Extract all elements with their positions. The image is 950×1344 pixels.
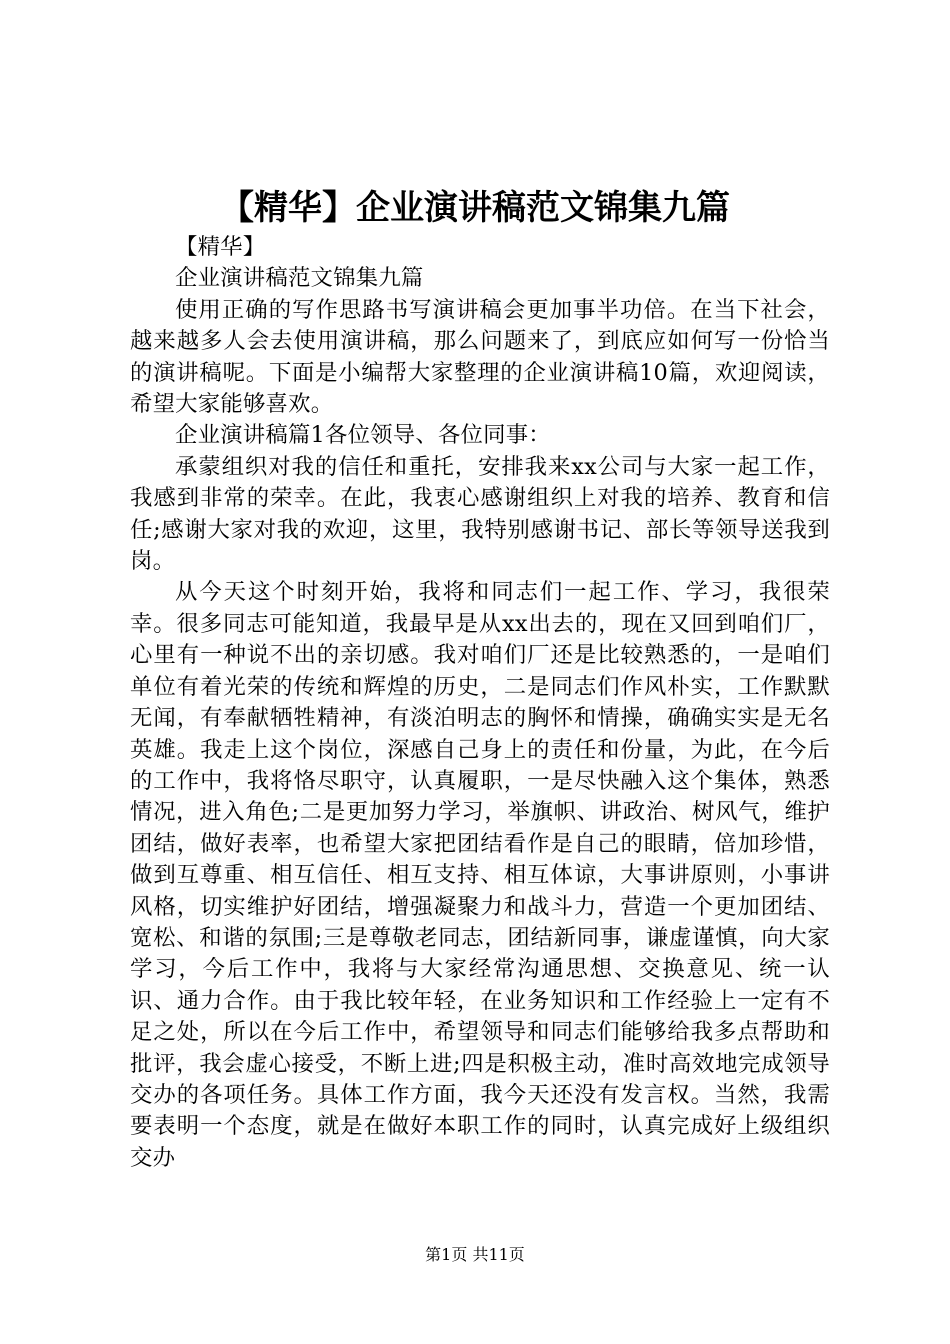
paragraph-speech-heading: 企业演讲稿篇1各位领导、各位同事：	[175, 422, 551, 449]
paragraph-tag: 【精华】	[175, 234, 266, 260]
page-number-footer: 第1页 共11页	[425, 1245, 525, 1264]
paragraph-intro: 使用正确的写作思路书写演讲稿会更加事半功倍。在当下社会，越来越多人会去使用演讲稿，那么问题来了，到底应如何写一份恰当的演讲稿呢。下面是小编帮大家整理的企业演讲稿10篇，欢迎阅读，希望大家能够喜欢。	[130, 296, 830, 418]
page-title: 【精华】企业演讲稿范文锦集九篇	[220, 188, 730, 228]
document-body	[130, 232, 830, 1174]
paragraph-body-1: 承蒙组织对我的信任和重托，安排我来xx公司与大家一起工作，我感到非常的荣幸。在此，我衷心感谢组织上对我的培养、教育和信任;感谢大家对我的欢迎，这里，我特别感谢书记、部长等领导送我到岗。	[130, 453, 830, 575]
paragraph-subtitle: 企业演讲稿范文锦集九篇	[175, 265, 424, 292]
paragraph-body-2: 从今天这个时刻开始，我将和同志们一起工作、学习，我很荣幸。很多同志可能知道，我最早是从xx出去的，现在又回到咱们厂，心里有一种说不出的亲切感。我对咱们厂还是比较熟悉的，一是咱们单位有着光荣的传统和辉煌的历史，二是同志们作风朴实，工作默默无闻，有奉献牺牲精神，有淡泊明志的胸怀和情操，确确实实是无名英雄。我走上这个岗位，深感自己身上的责任和份量，为此，在今后的工作中，我将恪尽职守，认真履职，一是尽快融入这个集体，熟悉情况，进入角色;二是更加努力学习，举旗帜、讲政治、树风气，维护团结，做好表率，也希望大家把团结看作是自己的眼睛，倍加珍惜，做到互尊重、相互信任、相互支持、相互体谅，大事讲原则，小事讲风格，切实维护好团结，增强凝聚力和战斗力，营造一个更加团结、宽松、和谐的氛围;三是尊敬老同志，团结新同事，谦虚谨慎，向大家学习，今后工作中，我将与大家经常沟通思想、交换意见、统一认识、通力合作。由于我比较年轻，在业务知识和工作经验上一定有不足之处，所以在今后工作中，希望领导和同志们能够给我多点帮助和批评，我会虚心接受，不断上进;四是积极主动，准时高效地完成领导交办的各项任务。具体工作方面，我今天还没有发言权。当然，我需要表明一个态度，就是在做好本职工作的同时，认真完成好上级组织交办	[130, 579, 830, 1171]
